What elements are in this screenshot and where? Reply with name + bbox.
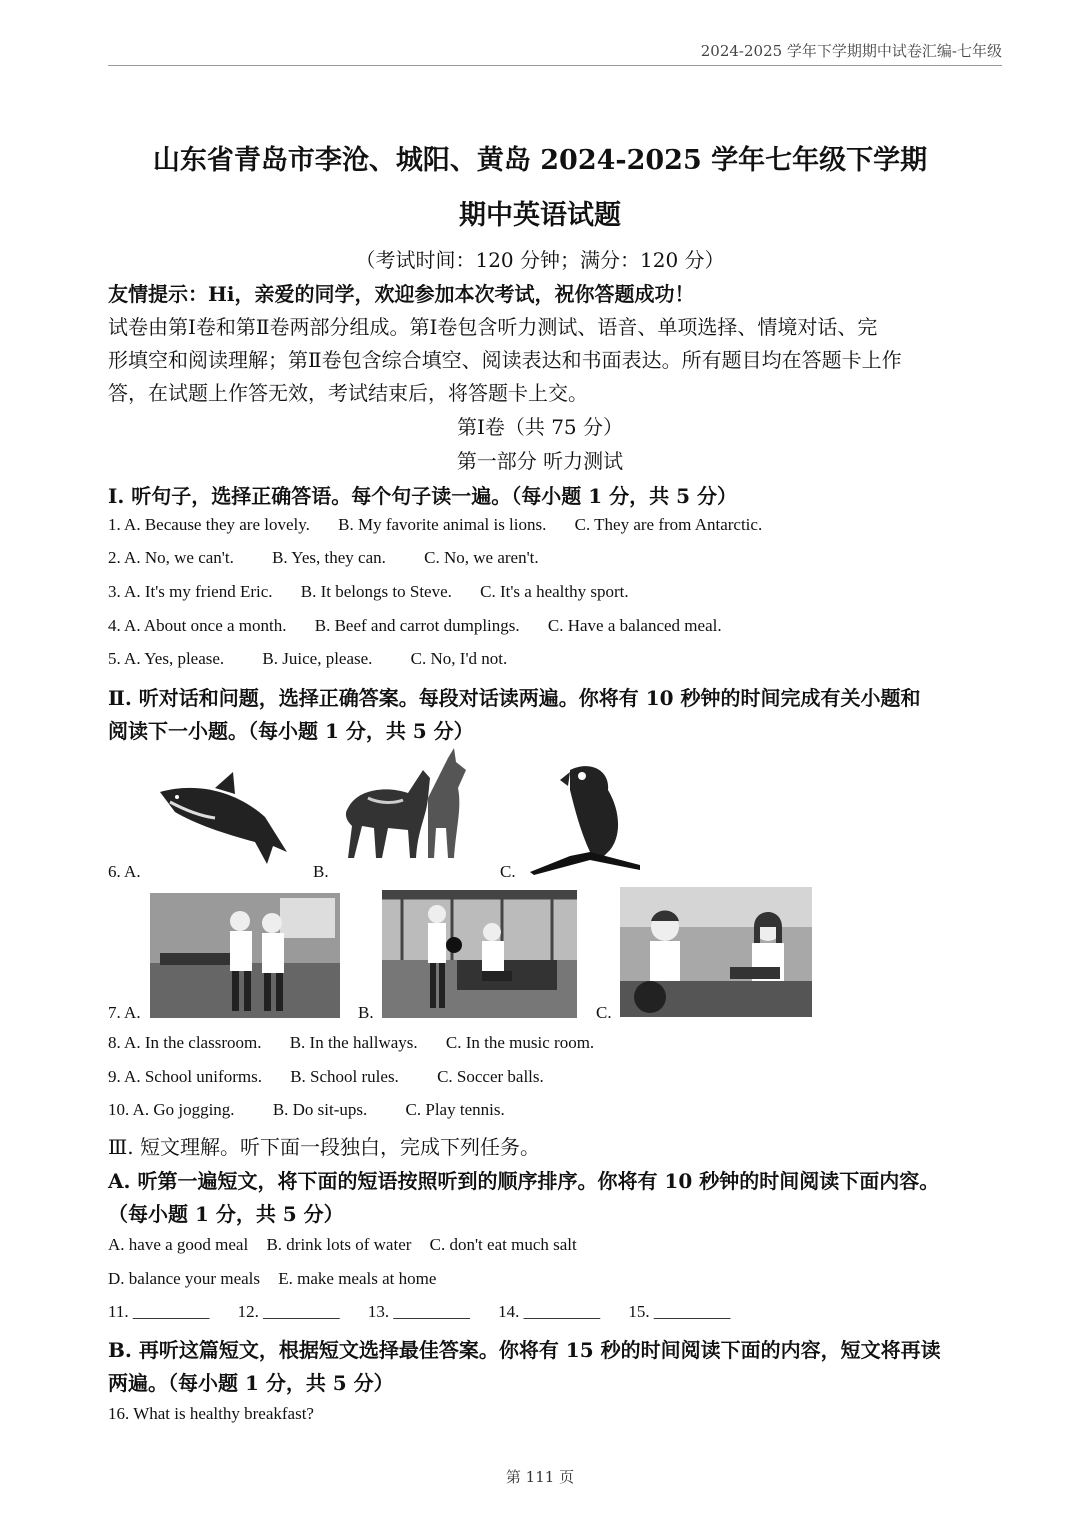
exam-info: （考试时间：120 分钟；满分：120 分） bbox=[355, 248, 725, 272]
question-4 bbox=[108, 616, 722, 636]
intro-line-2: 形填空和阅读理解；第Ⅱ卷包含综合填空、阅读表达和书面表达。所有题目均在答题卡上作 bbox=[108, 348, 902, 372]
phrase-c: C. don't eat much salt bbox=[429, 1235, 577, 1254]
volume-heading: 第Ⅰ卷（共 75 分） bbox=[456, 415, 624, 439]
q6-label-b: B. bbox=[313, 862, 329, 881]
q8-option-b: B. In the hallways. bbox=[289, 1033, 418, 1052]
q10-option-c: C. Play tennis. bbox=[405, 1100, 505, 1119]
students-at-table-picture bbox=[150, 893, 340, 1018]
q5-option-a: 5. A. Yes, please. bbox=[108, 649, 225, 668]
q7-label-c: C. bbox=[596, 1003, 612, 1022]
students-in-classroom-picture bbox=[620, 887, 812, 1017]
question-16: 16. What is healthy breakfast? bbox=[108, 1404, 314, 1423]
phrase-e: E. make meals at home bbox=[278, 1269, 437, 1288]
q4-option-a: 4. A. About once a month. bbox=[108, 616, 287, 635]
parrot-picture bbox=[530, 760, 650, 875]
phrase-b: B. drink lots of water bbox=[266, 1235, 412, 1254]
q7-label-a: 7. A. bbox=[108, 1003, 141, 1022]
phrase-list-1 bbox=[108, 1235, 577, 1255]
blank-15[interactable]: 15. _________ bbox=[628, 1302, 731, 1321]
q7-label-b: B. bbox=[358, 1003, 374, 1022]
phrase-d: D. balance your meals bbox=[108, 1269, 260, 1288]
wolves-picture bbox=[338, 748, 478, 863]
q3-option-c: C. It's a healthy sport. bbox=[480, 582, 629, 601]
section-b-heading-line-1: B. 再听这篇短文，根据短文选择最佳答案。你将有 15 秒的时间阅读下面的内容，短文将再读 bbox=[108, 1338, 941, 1362]
q8-option-a: 8. A. In the classroom. bbox=[108, 1033, 262, 1052]
q3-option-b: B. It belongs to Steve. bbox=[300, 582, 452, 601]
document-title: 山东省青岛市李沧、城阳、黄岛 2024-2025 学年七年级下学期 bbox=[152, 145, 928, 176]
section-2-heading-line-1: Ⅱ. 听对话和问题，选择正确答案。每段对话读两遍。你将有 10 秒钟的时间完成有关小题和 bbox=[108, 686, 921, 710]
document-subtitle: 期中英语试题 bbox=[459, 200, 621, 231]
question-2 bbox=[108, 548, 539, 568]
q5-option-c: C. No, I'd not. bbox=[410, 649, 508, 668]
q2-option-a: 2. A. No, we can't. bbox=[108, 548, 234, 567]
section-a-heading-line-1: A. 听第一遍短文，将下面的短语按照听到的顺序排序。你将有 10 秒钟的时间阅读下面内容。 bbox=[108, 1169, 940, 1193]
students-on-bench-picture bbox=[382, 890, 577, 1018]
q9-option-b: B. School rules. bbox=[290, 1067, 399, 1086]
question-5 bbox=[108, 649, 507, 669]
question-8 bbox=[108, 1033, 594, 1053]
phrase-a: A. have a good meal bbox=[108, 1235, 249, 1254]
answer-blanks bbox=[108, 1302, 730, 1322]
blank-13[interactable]: 13. _________ bbox=[367, 1302, 470, 1321]
q4-option-b: B. Beef and carrot dumplings. bbox=[314, 616, 520, 635]
q10-option-b: B. Do sit-ups. bbox=[272, 1100, 368, 1119]
q8-option-c: C. In the music room. bbox=[445, 1033, 595, 1052]
phrase-list-2 bbox=[108, 1269, 436, 1289]
section-b-heading-line-2: 两遍。（每小题 1 分，共 5 分） bbox=[108, 1371, 394, 1395]
header-divider bbox=[108, 65, 1002, 66]
q1-option-c: C. They are from Antarctic. bbox=[574, 515, 763, 534]
section-a-heading-line-2: （每小题 1 分，共 5 分） bbox=[108, 1202, 344, 1226]
question-3 bbox=[108, 582, 629, 602]
friendly-tip: 友情提示：Hi，亲爱的同学，欢迎参加本次考试，祝你答题成功！ bbox=[108, 282, 695, 306]
question-10 bbox=[108, 1100, 505, 1120]
q2-option-b: B. Yes, they can. bbox=[272, 548, 386, 567]
section-1-heading: Ⅰ. 听句子，选择正确答语。每个句子读一遍。（每小题 1 分，共 5 分） bbox=[108, 484, 737, 508]
blank-11[interactable]: 11. _________ bbox=[108, 1302, 210, 1321]
blank-14[interactable]: 14. _________ bbox=[498, 1302, 601, 1321]
section-2-heading-line-2: 阅读下一小题。（每小题 1 分，共 5 分） bbox=[108, 719, 474, 743]
question-1 bbox=[108, 515, 762, 535]
q6-label-c: C. bbox=[500, 862, 516, 881]
running-header: 2024-2025 学年下学期期中试卷汇编-七年级 bbox=[700, 42, 1002, 60]
question-9 bbox=[108, 1067, 544, 1087]
intro-line-1: 试卷由第Ⅰ卷和第Ⅱ卷两部分组成。第Ⅰ卷包含听力测试、语音、单项选择、情境对话、完 bbox=[108, 315, 878, 339]
q1-option-b: B. My favorite animal is lions. bbox=[338, 515, 547, 534]
q3-option-a: 3. A. It's my friend Eric. bbox=[108, 582, 273, 601]
q9-option-c: C. Soccer balls. bbox=[437, 1067, 544, 1086]
q5-option-b: B. Juice, please. bbox=[262, 649, 373, 668]
page-number: 第 111 页 bbox=[505, 1468, 575, 1486]
q1-option-a: 1. A. Because they are lovely. bbox=[108, 515, 310, 534]
q10-option-a: 10. A. Go jogging. bbox=[108, 1100, 235, 1119]
blank-12[interactable]: 12. _________ bbox=[237, 1302, 340, 1321]
q2-option-c: C. No, we aren't. bbox=[424, 548, 539, 567]
q6-label-a: 6. A. bbox=[108, 862, 141, 881]
q9-option-a: 9. A. School uniforms. bbox=[108, 1067, 262, 1086]
intro-line-3: 答，在试题上作答无效，考试结束后，将答题卡上交。 bbox=[108, 381, 588, 405]
section-3-heading: Ⅲ. 短文理解。听下面一段独白，完成下列任务。 bbox=[108, 1135, 541, 1159]
part-heading: 第一部分 听力测试 bbox=[456, 449, 624, 473]
q4-option-c: C. Have a balanced meal. bbox=[547, 616, 722, 635]
shark-picture bbox=[155, 772, 295, 872]
